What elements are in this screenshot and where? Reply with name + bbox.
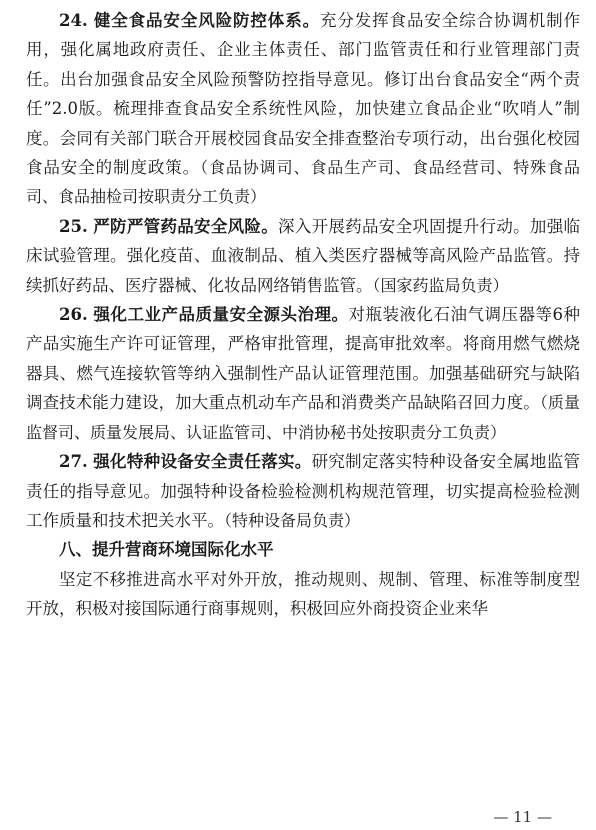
item-body: 深入开展药品安全巩固提升行动。加强临床试验管理。强化疫苗、血液制品、植入类医疗器械等高风险产品监管。持续抓好药品、医疗器械、化妆品网络销售监管。 [26, 216, 581, 295]
paragraph-24 [26, 6, 580, 212]
item-number: 27. [59, 452, 88, 472]
item-lead: 严防严管药品安全风险。 [93, 216, 279, 236]
document-page [26, 6, 580, 624]
item-note: （特种设备局负责） [224, 510, 361, 530]
item-number: 26. [59, 305, 88, 325]
item-lead: 健全食品安全风险防控体系。 [93, 11, 320, 30]
item-lead: 强化工业产品质量安全源头治理。 [93, 305, 349, 325]
item-body: 充分发挥食品安全综合协调机制作用，强化属地政府责任、企业主体责任、部门监管责任和行业管理部门责任。出台加强食品安全风险预警防控指导意见。修订出台食品安全“两个责任”2.0版。梳理排查食品安全系统性风险，加快建立食品企业“吹哨人”制度。会同有关部门联合开展校园食品安全排查整治专项行动，出台强化校园食品安全的制度政策。 [26, 11, 581, 178]
item-note: （食品协调司、食品生产司、食品经营司、特殊食品司、食品抽检司按职责分工负责） [26, 158, 580, 207]
item-number: 25. [59, 216, 88, 236]
section-heading: 八、提升营商环境国际化水平 [59, 540, 274, 560]
item-body: 研究制定落实特种设备安全属地监管责任的指导意见。加强特种设备检验检测机构规范管理，切实提高检验检测工作质量和技术把关水平。 [26, 452, 581, 530]
item-note: （质量监督司、质量发展局、认证监管司、中消协秘书处按职责分工负责） [26, 393, 580, 442]
page-number: — 11 — [493, 808, 552, 826]
item-number: 24. [59, 11, 88, 30]
paragraph-27 [26, 447, 580, 535]
paragraph-25 [26, 212, 580, 300]
final-paragraph: 坚定不移推进高水平对外开放，推动规则、规制、管理、标准等制度型开放，积极对接国际通行商事规则，积极回应外商投资企业来华 [26, 569, 580, 619]
item-note: （国家药监局负责） [372, 275, 509, 295]
item-body: 对瓶装液化石油气调压器等6种产品实施生产许可证管理，严格审批管理，提高审批效率。将商用燃气燃烧器具、燃气连接软管等纳入强制性产品认证管理范围。加强基础研究与缺陷调查技术能力建设，加大重点机动车产品和消费类产品缺陷召回力度。 [26, 305, 581, 413]
paragraph-26 [26, 300, 580, 447]
item-lead: 强化特种设备安全责任落实。 [93, 452, 312, 472]
